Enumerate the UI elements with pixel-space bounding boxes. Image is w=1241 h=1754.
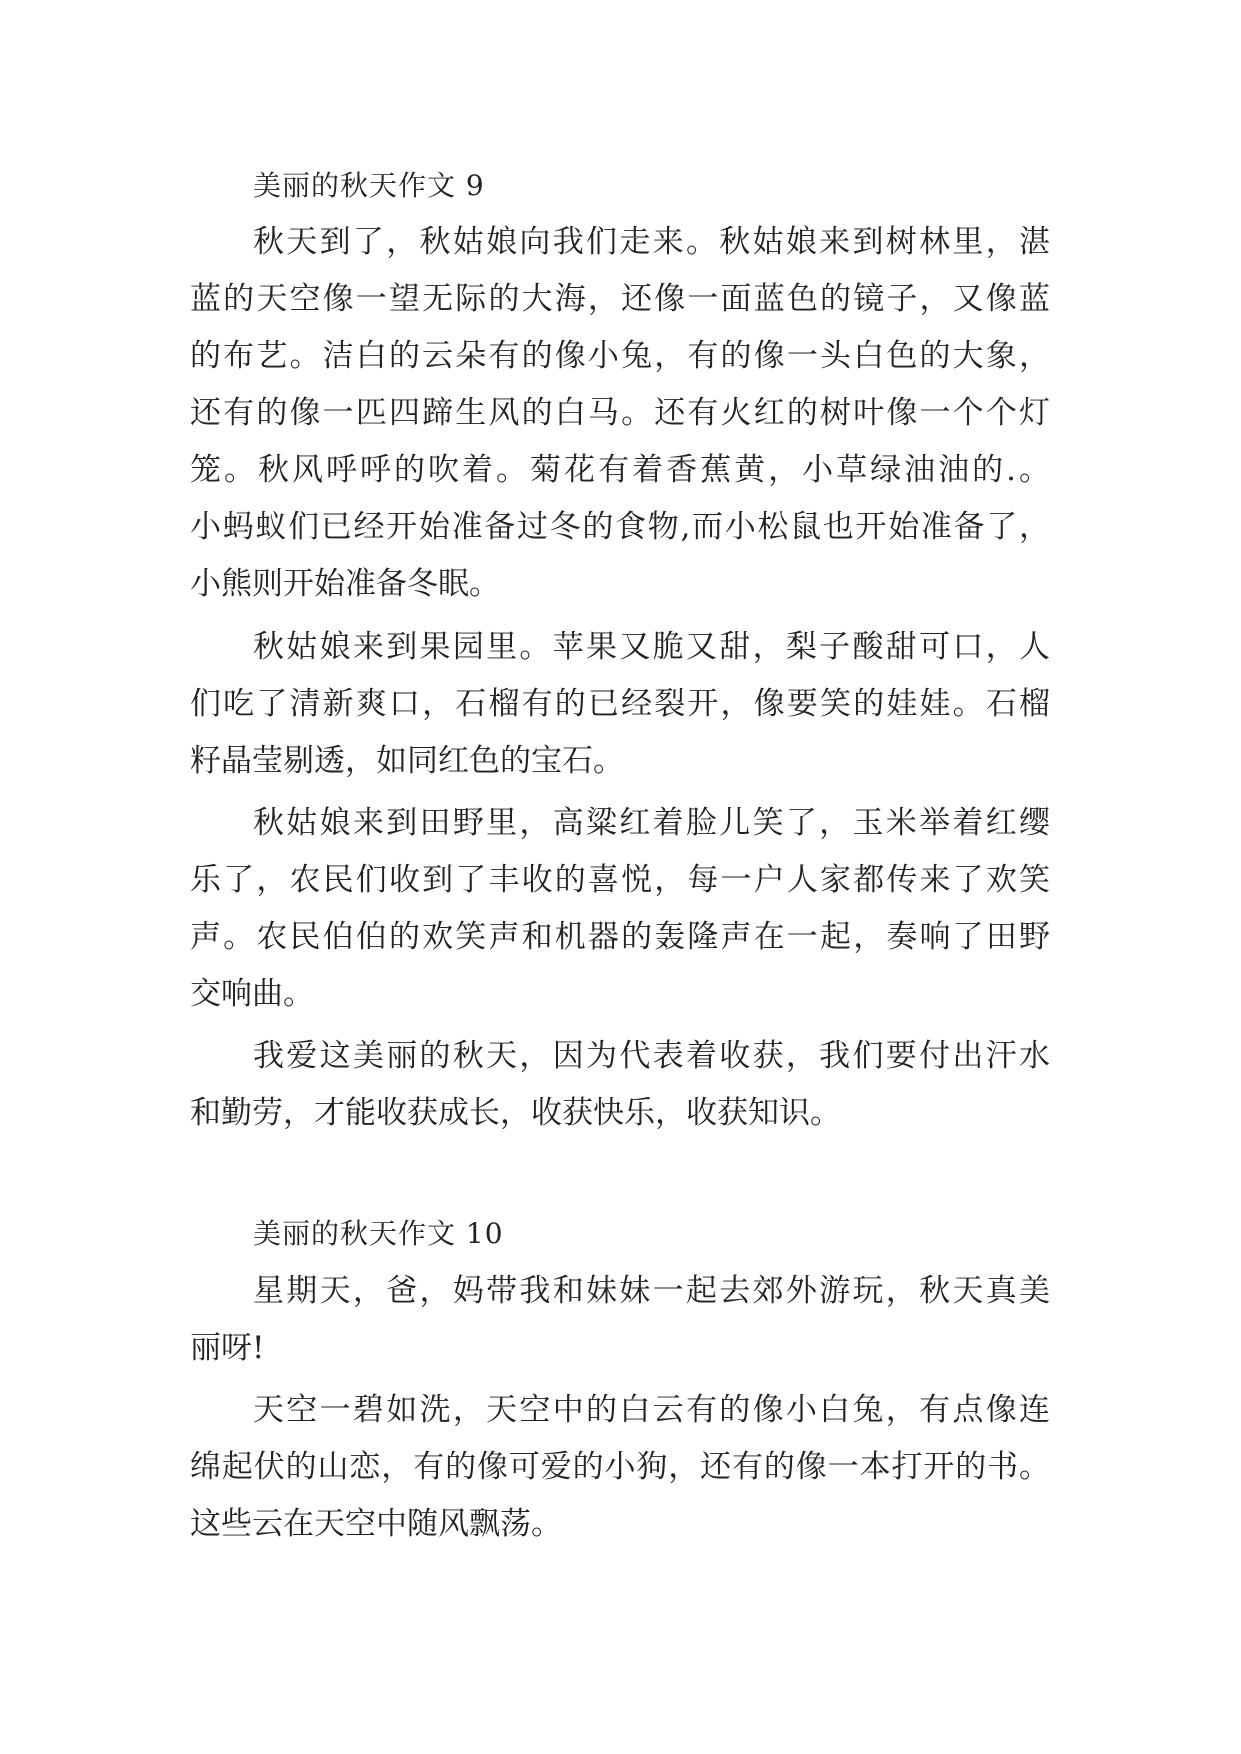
essay-title: 美丽的秋天作文 9 [253,169,485,202]
text-line: 绵起伏的山恋，有的像可爱的小狗，还有的像一本打开的书。 [190,1449,1050,1485]
text-line: 星期天，爸，妈带我和妹妹一起去郊外游玩，秋天真美 [253,1273,1050,1309]
text-line: 还有的像一匹四蹄生风的白马。还有火红的树叶像一个个灯 [190,395,1050,431]
essay-title: 美丽的秋天作文 10 [253,1217,504,1250]
text-line: 小蚂蚁们已经开始准备过冬的食物,而小松鼠也开始准备了， [190,509,1050,545]
text-line: 交响曲。 [190,976,314,1012]
text-line: 这些云在天空中随风飘荡。 [190,1506,562,1542]
text-line: 我爱这美丽的秋天，因为代表着收获，我们要付出汗水 [253,1038,1050,1074]
text-line: 蓝的天空像一望无际的大海，还像一面蓝色的镜子，又像蓝 [190,281,1050,317]
text-line: 小熊则开始准备冬眠。 [190,566,500,602]
text-line: 的布艺。洁白的云朵有的像小兔，有的像一头白色的大象， [190,338,1050,374]
text-line: 秋姑娘来到果园里。苹果又脆又甜，梨子酸甜可口，人 [253,629,1050,665]
text-line: 乐了，农民们收到了丰收的喜悦，每一户人家都传来了欢笑 [190,862,1050,898]
text-line: 秋天到了，秋姑娘向我们走来。秋姑娘来到树林里，湛 [253,224,1050,260]
text-line: 丽呀! [190,1330,265,1366]
text-line: 们吃了清新爽口，石榴有的已经裂开，像要笑的娃娃。石榴 [190,686,1050,722]
text-line: 籽晶莹剔透，如同红色的宝石。 [190,743,624,779]
text-line: 和勤劳，才能收获成长，收获快乐，收获知识。 [190,1095,841,1131]
text-line: 天空一碧如洗，天空中的白云有的像小白兔，有点像连 [253,1392,1050,1428]
text-line: 秋姑娘来到田野里，高粱红着脸儿笑了，玉米举着红缨 [253,805,1050,841]
text-line: 声。农民伯伯的欢笑声和机器的轰隆声在一起，奏响了田野 [190,919,1050,955]
text-line: 笼。秋风呼呼的吹着。菊花有着香蕉黄，小草绿油油的.。 [190,452,1050,488]
